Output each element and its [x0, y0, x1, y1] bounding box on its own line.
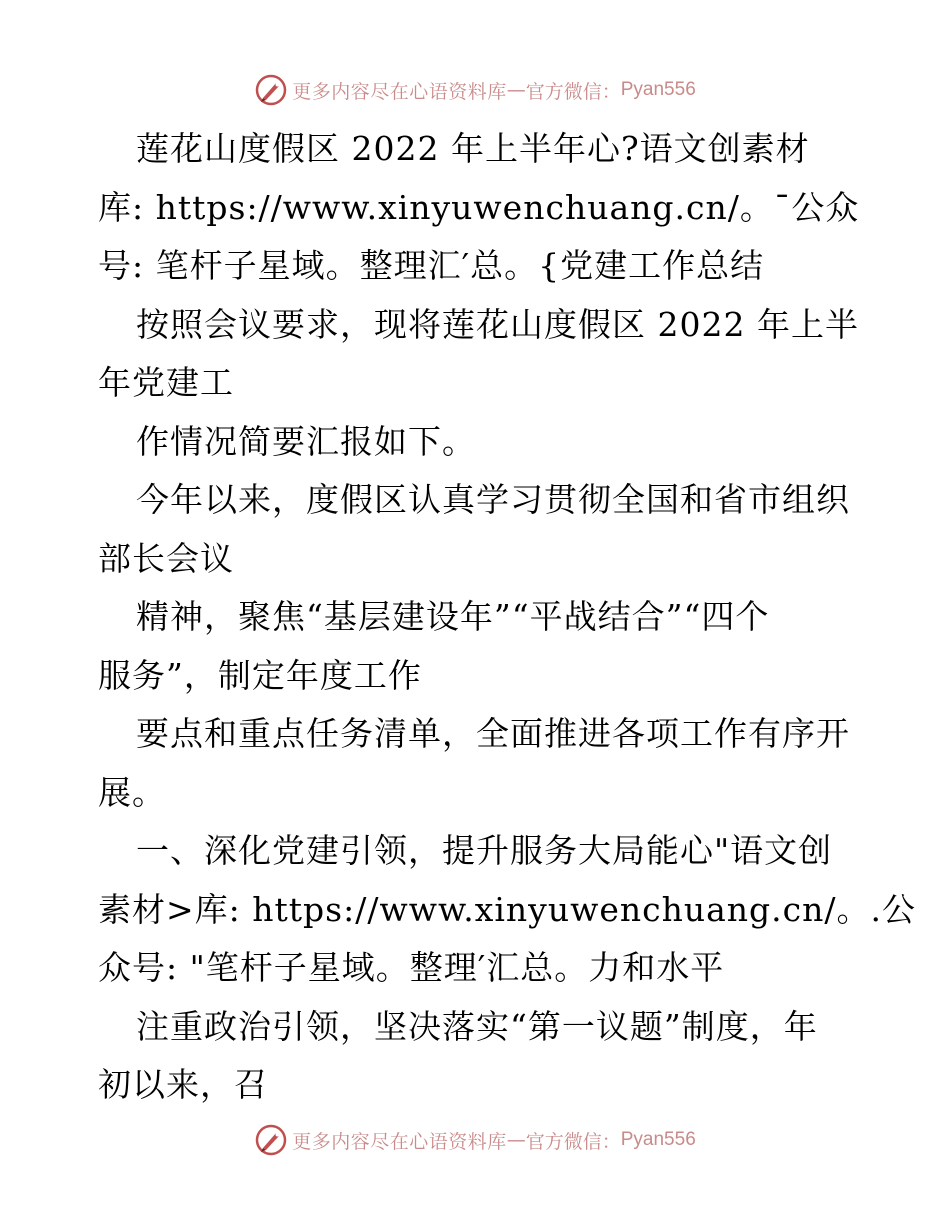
header-banner [0, 70, 950, 110]
pen-logo-icon [254, 73, 288, 107]
document-body [98, 120, 916, 1115]
text-line: 展。 [98, 772, 166, 812]
wechat-label: 官方微信： [525, 80, 621, 103]
text-line: 要点和重点任务清单，全面推进各项工作有序开 [136, 714, 850, 753]
text-line: 库: https://www.xinyuwenchuang.cn/。¯公众 [98, 187, 860, 227]
text-line: 莲花山度假区 2022 年上半年心?语文创素材 [136, 129, 810, 168]
text-line: 部长会议 [98, 538, 234, 578]
banner-dash: — [506, 79, 526, 101]
wechat-id: Pyan556 [620, 1129, 696, 1150]
banner-dash: — [506, 1129, 526, 1151]
text-line: 服务”，制定年度工作 [98, 655, 422, 695]
text-line: 作情况简要汇报如下。 [136, 421, 476, 461]
text-line: 众号: "笔杆子星域。整理′汇总。力和水平 [98, 948, 725, 987]
banner-text: 更多内容尽在心语资料库 [292, 80, 507, 103]
text-line: 素材>库: https://www.xinyuwenchuang.cn/。.公 [98, 889, 916, 929]
footer-banner [0, 1120, 950, 1160]
wechat-label: 官方微信： [525, 1130, 621, 1153]
banner-text: 更多内容尽在心语资料库 [292, 1130, 507, 1153]
wechat-id: Pyan556 [620, 79, 696, 100]
text-line: 精神，聚焦“基层建设年”“平战结合”“四个 [136, 597, 770, 636]
text-line: 号: 笔杆子星域。整理汇′总。{党建工作总结 [98, 246, 765, 285]
text-line: 年党建工 [98, 363, 234, 402]
text-line: 按照会议要求，现将莲花山度假区 2022 年上半 [136, 304, 859, 344]
text-line: 初以来，召 [98, 1065, 268, 1104]
text-line: 注重政治引领，坚决落实“第一议题”制度，年 [136, 1006, 818, 1046]
text-line: 今年以来，度假区认真学习贯彻全国和省市组织 [136, 480, 850, 519]
text-line: 一、深化党建引领，提升服务大局能心"语文创 [136, 831, 833, 870]
pen-logo-icon [254, 1123, 288, 1157]
